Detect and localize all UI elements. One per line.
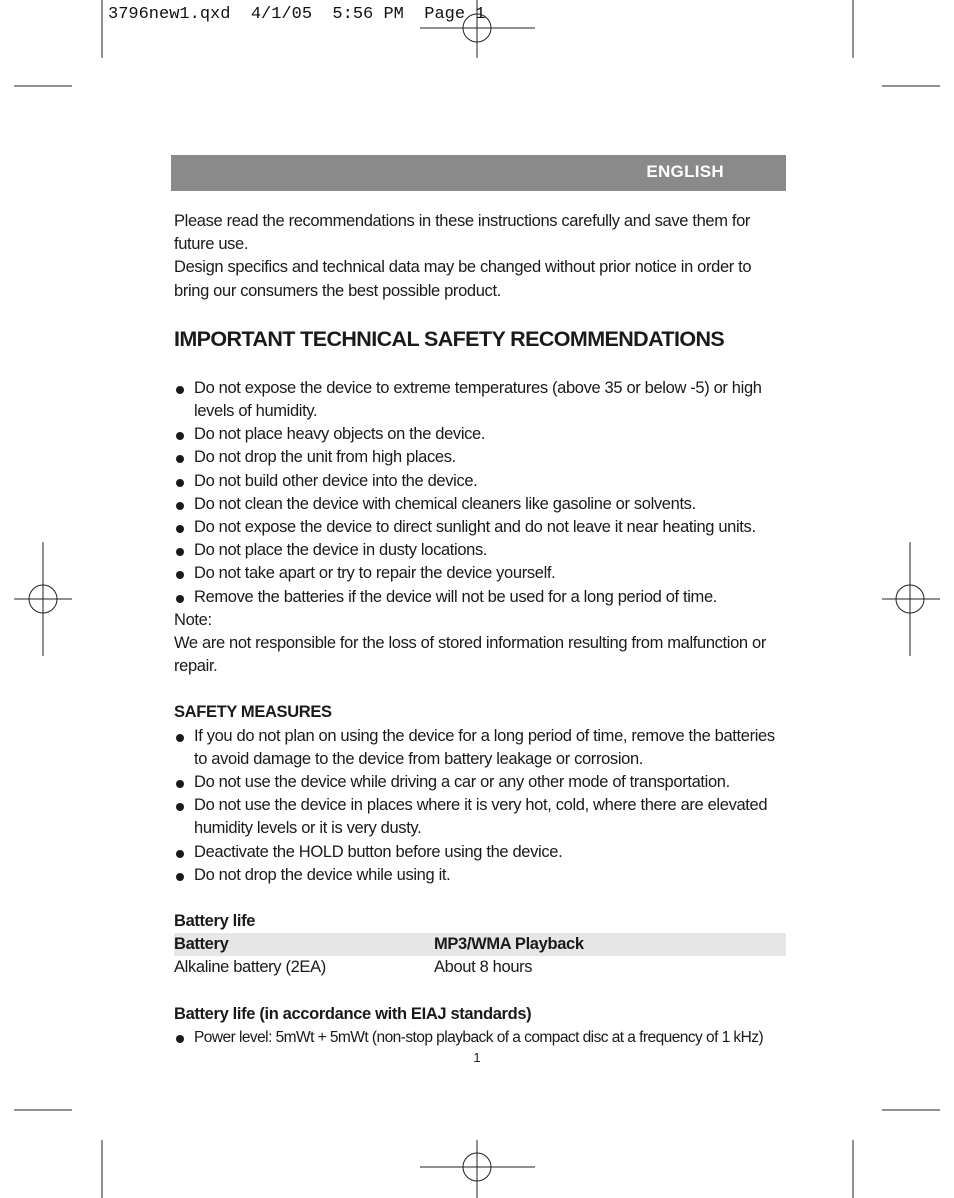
battery-life-title: Battery life [174,912,256,931]
bullet-icon [176,386,184,394]
list-item: Do not place the device in dusty locations. [174,539,786,562]
bullet-icon [176,595,184,603]
bullet-icon [176,525,184,533]
bullet-icon [176,1035,184,1043]
list-item: Do not build other device into the device. [174,470,786,493]
page-number: 1 [473,1050,481,1065]
list-item: Do not use the device while driving a car or any other mode of transportation. [174,771,786,794]
list-item: Remove the batteries if the device will not be used for a long period of time. [174,586,786,609]
list-item: Do not expose the device to extreme temperatures (above 35 or below -5) or high levels of humidity. [174,377,786,423]
list-item: Do not place heavy objects on the device. [174,423,786,446]
list-item: Deactivate the HOLD button before using the device. [174,841,786,864]
intro-paragraph: Please read the recommendations in these instructions carefully and save them for future use. [174,212,751,254]
document-body [174,210,786,1049]
table-row [174,956,786,979]
bullet-icon [176,548,184,556]
bullet-icon [176,873,184,881]
list-item: Do not take apart or try to repair the device yourself. [174,562,786,585]
battery-life-table [174,910,786,980]
bullet-icon [176,803,184,811]
list-item: Do not drop the device while using it. [174,864,786,887]
bullet-icon [176,432,184,440]
list-item: Power level: 5mWt + 5mWt (non-stop playback of a compact disc at a frequency of 1 kHz) [174,1026,786,1049]
eiaj-heading: Battery life (in accordance with EIAJ standards) [174,1004,532,1023]
section-heading: IMPORTANT TECHNICAL SAFETY RECOMMENDATIONS [174,326,725,351]
note-text: We are not responsible for the loss of stored information resulting from malfunction or repair. [174,634,766,676]
bullet-icon [176,455,184,463]
list-item: Do not expose the device to direct sunlight and do not leave it near heating units. [174,516,786,539]
list-item: Do not drop the unit from high places. [174,446,786,469]
table-header-cell: MP3/WMA Playback [434,935,584,954]
language-bar [171,155,786,191]
bullet-icon [176,479,184,487]
bullet-icon [176,571,184,579]
note-label: Note: [174,610,212,629]
print-slug: 3796new1.qxd 4/1/05 5:56 PM Page 1 [108,5,486,24]
table-header-cell: Battery [174,935,229,954]
eiaj-list [174,1026,786,1049]
bullet-icon [176,734,184,742]
table-cell: Alkaline battery (2EA) [174,958,326,977]
bullet-icon [176,502,184,510]
table-cell: About 8 hours [434,958,533,977]
safety-list [174,725,786,887]
list-item: Do not use the device in places where it is very hot, cold, where there are elevated humidity levels or it is very dusty. [174,794,786,840]
language-label: ENGLISH [646,162,724,181]
bullet-icon [176,780,184,788]
intro-paragraph: Design specifics and technical data may be changed without prior notice in order to bring our consumers the best possible product. [174,258,752,300]
list-item: If you do not plan on using the device for a long period of time, remove the batteries to avoid damage to the device from battery leakage or corrosion. [174,725,786,771]
bullet-icon [176,850,184,858]
safety-heading: SAFETY MEASURES [174,703,332,722]
recommendations-list [174,377,786,609]
list-item: Do not clean the device with chemical cleaners like gasoline or solvents. [174,493,786,516]
table-header-row [174,933,786,956]
